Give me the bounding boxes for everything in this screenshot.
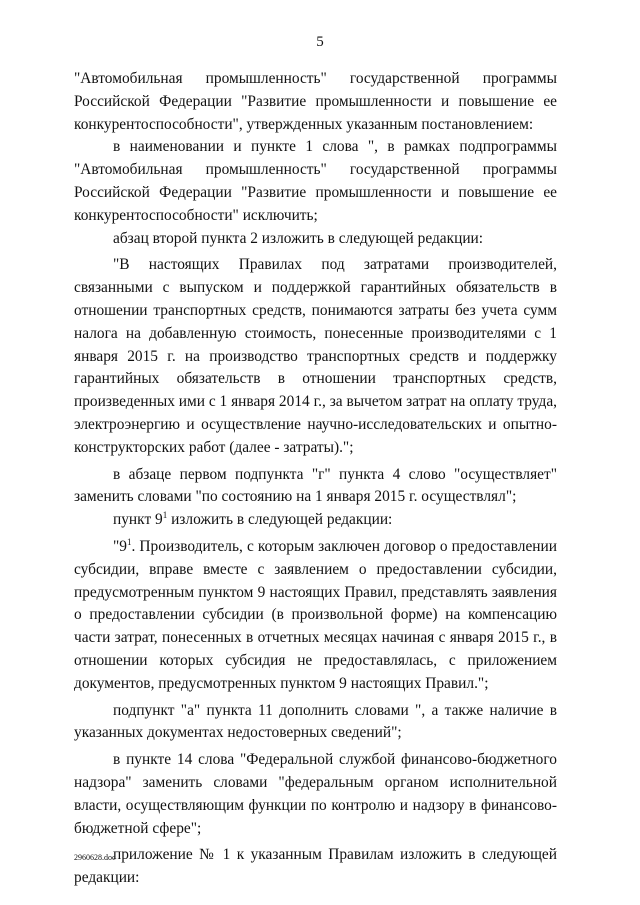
paragraph-9: в пункте 14 слова "Федеральной службой финансово-бюджетного надзора" заменить словами "федеральным органом исполнительной власти, осуществляющим функции по контролю и надзору в финансово-бюджетной сфере";	[74, 751, 557, 837]
paragraph-3: абзац второй пункта 2 изложить в следующей редакции:	[113, 229, 484, 247]
paragraph-4: "В настоящих Правилах под затратами производителей, связанными с выпуском и поддержкой гарантийных обязательств в отношении транспортных средств, понимаются затраты без учета сумм налога на добавленную стоимость, понесенные производителями с 1 января 2015 г. на производство транспортных средств и поддержку гарантийных обязательств в отношении транспортных средств, произведенных ими с 1 января 2014 г., за вычетом затрат на оплату труда, электроэнергию и осуществление научно-исследовательских и опытно-конструкторских работ (далее - затраты).";	[74, 256, 557, 456]
document-body	[74, 68, 557, 890]
paragraph-6	[74, 509, 557, 532]
page-number: 5	[316, 34, 324, 50]
paragraph-6-text-b: изложить в следующей редакции:	[167, 511, 393, 529]
paragraph-5: в абзаце первом подпункта "г" пункта 4 слово "осуществляет" заменить словами "по состоянию на 1 января 2015 г. осуществлял";	[74, 465, 557, 506]
paragraph-8: подпункт "а" пункта 11 дополнить словами ", а также наличие в указанных документах недостоверных сведений";	[74, 701, 557, 742]
paragraph-10: приложение № 1 к указанным Правилам изложить в следующей редакции:	[74, 846, 557, 887]
paragraph-7-superscript: 1	[126, 536, 132, 547]
paragraph-1: "Автомобильная промышленность" государственной программы Российской Федерации "Развитие промышленности и повышение ее конкурентоспособности", утвержденных указанным постановлением:	[74, 70, 557, 133]
paragraph-6-superscript: 1	[162, 510, 168, 521]
paragraph-6-text-a: пункт 9	[113, 511, 163, 529]
paragraph-7-text-b: . Производитель, с которым заключен договор о предоставлении субсидии, вправе вместе с заявлением о предоставлении субсидии, предусмотренным пунктом 9 настоящих Правил, представлять заявления о предоставлении субсидии (в произвольной форме) на компенсацию части затрат, понесенных в отчетных месяцах начиная с января 2015 г., в отношении которых субсидия не предоставлялась, с приложением документов, предусмотренных пунктом 9 настоящих Правил.";	[74, 537, 557, 692]
paragraph-7	[74, 536, 557, 696]
paragraph-2: в наименовании и пункте 1 слова ", в рамках подпрограммы "Автомобильная промышленность" государственной программы Российской Федерации "Развитие промышленности и повышение ее конкурентоспособности" исключить;	[74, 138, 557, 224]
file-name-footer: 2960628.doc	[74, 853, 116, 862]
paragraph-7-text-a: "9	[113, 537, 127, 555]
